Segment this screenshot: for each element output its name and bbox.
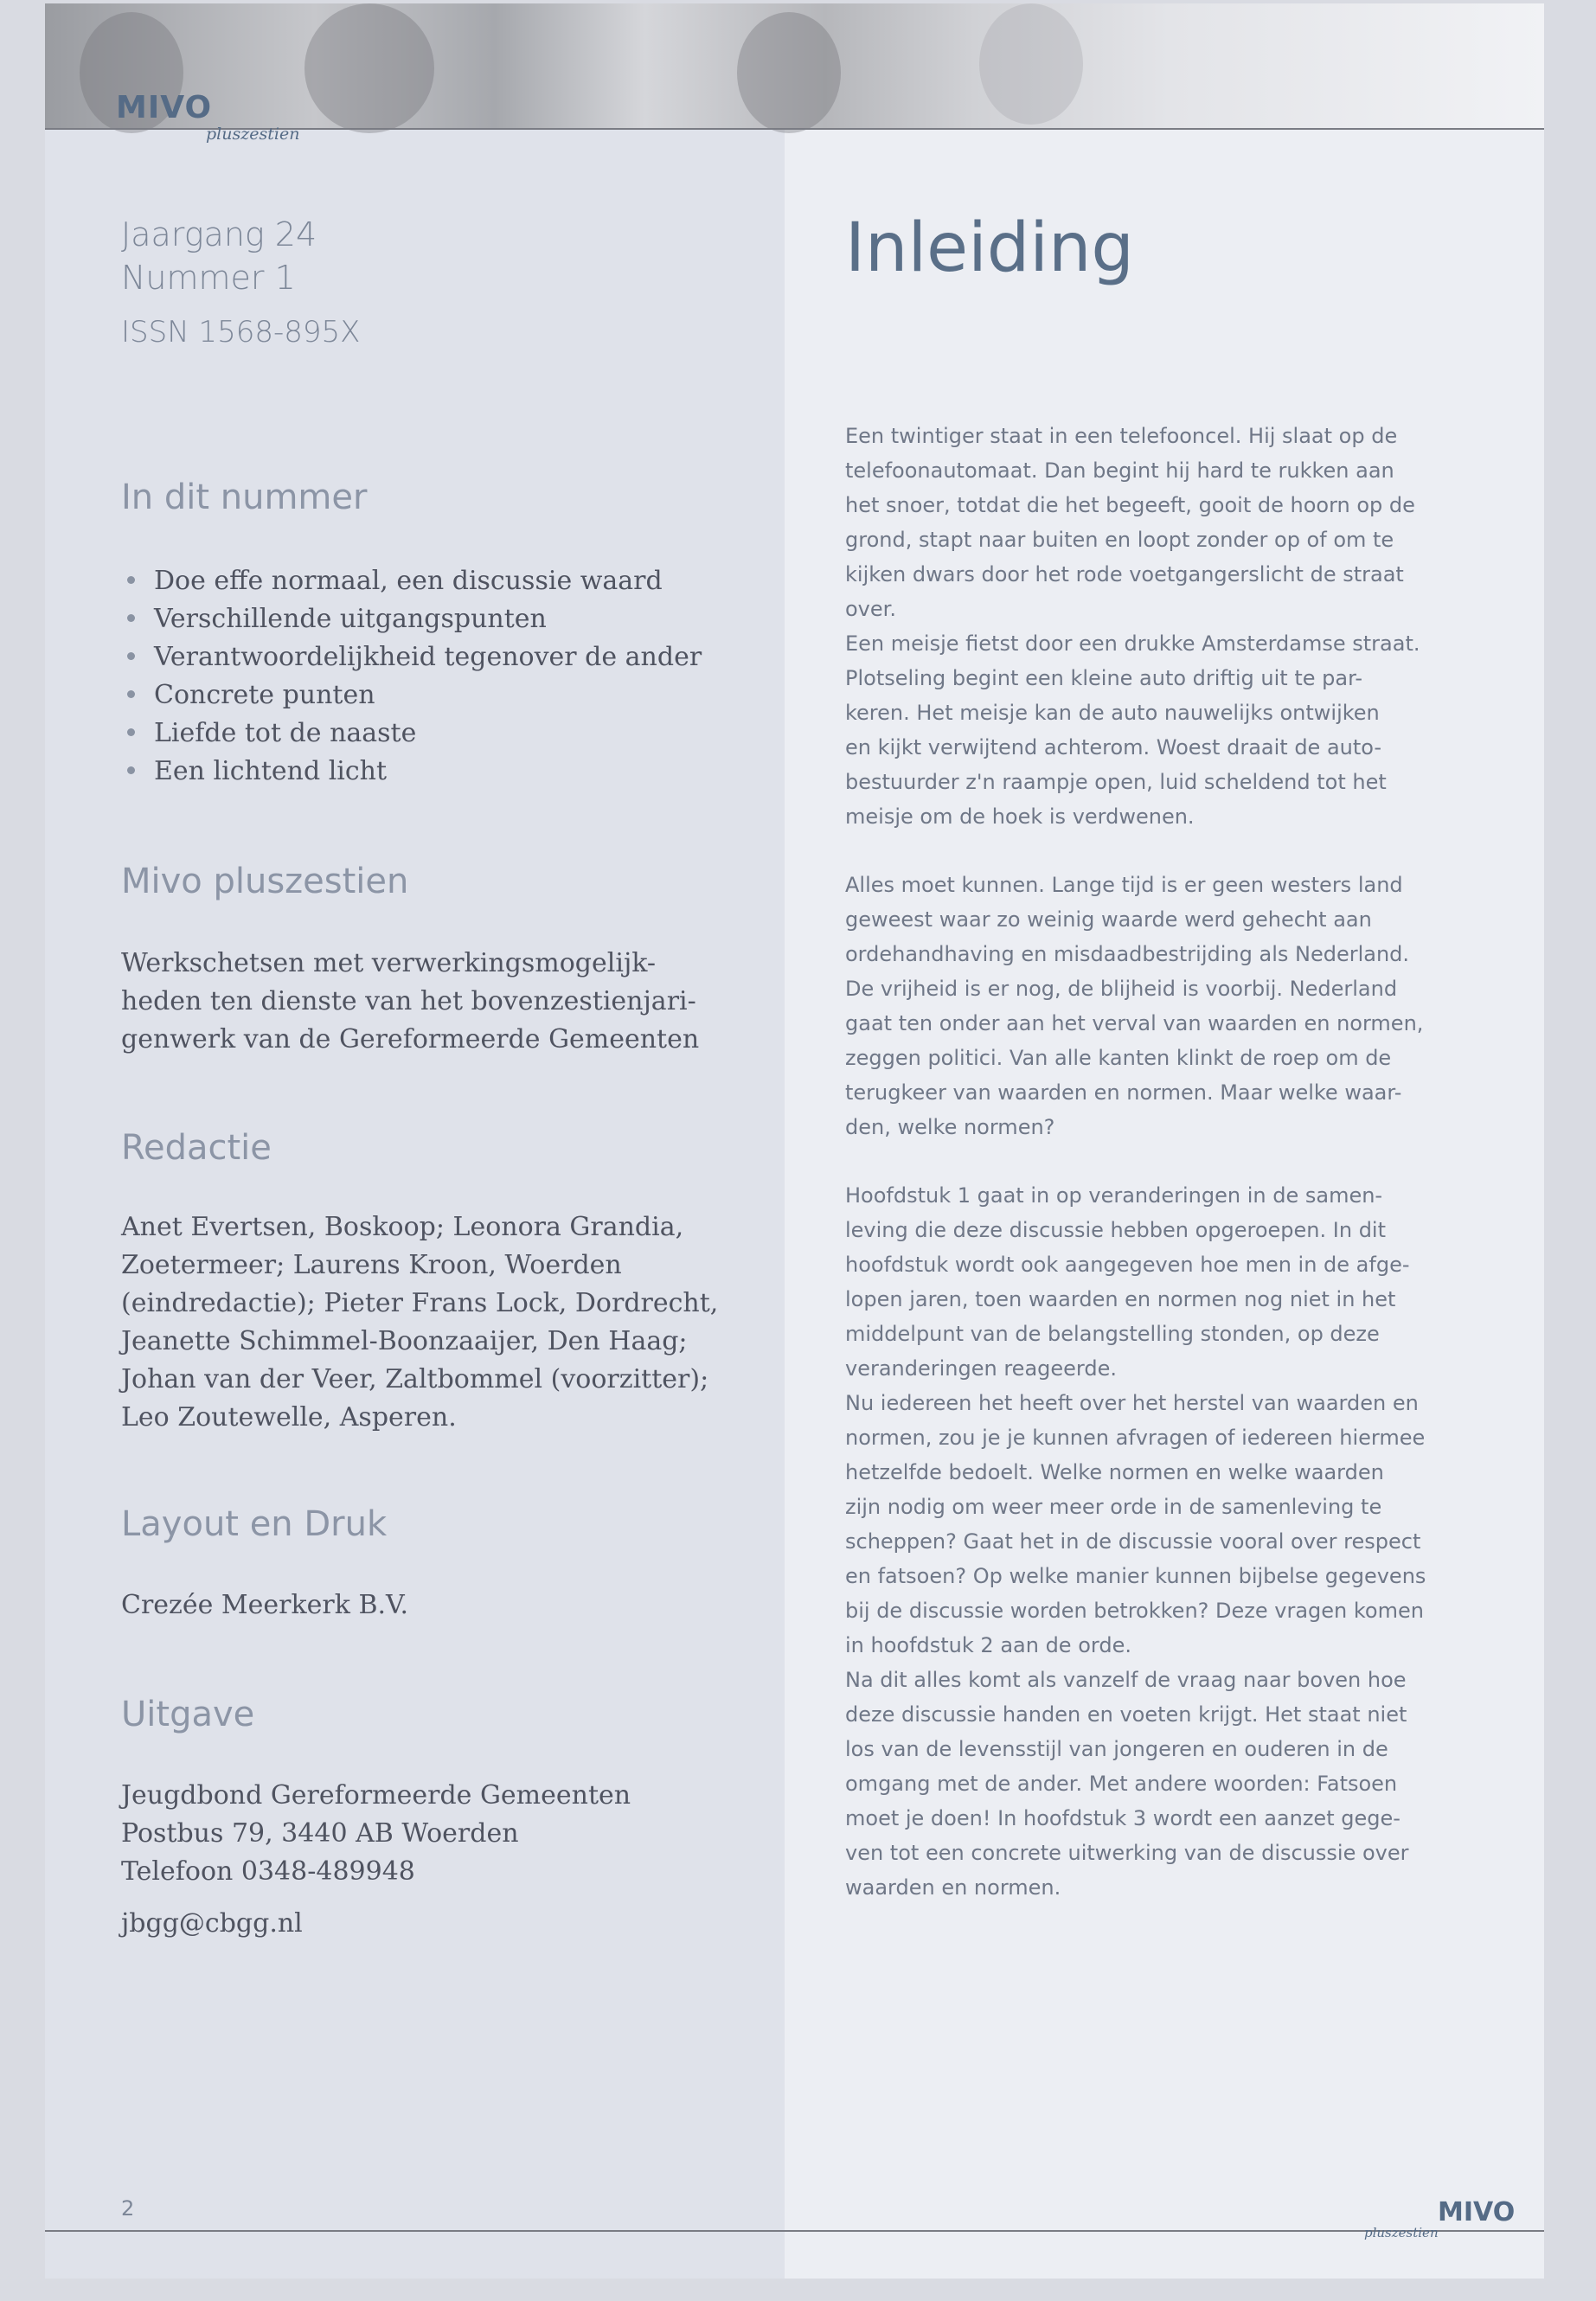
- bullet-icon: [127, 652, 135, 660]
- list-item: Liefde tot de naaste: [127, 715, 702, 753]
- article-paragraph: Hoofdstuk 1 gaat in op veranderingen in de samen- leving die deze discussie hebben opgeroepen. In dit hoofdstuk wordt ook aangegeven hoe men in de afge- lopen jaren, toen waarden en normen nog niet in het middelpunt van de belangstelling stonden, op deze veranderingen reageerde. Nu iedereen het heeft over het herstel van waarden en normen, zou je je kunnen afvragen of iedereen hiermee hetzelfde bedoelt. Welke normen en welke waarden zijn nodig om weer meer orde in de samenleving te scheppen? Gaat het in de discussie vooral over respect en fatsoen? Op welke manier kunnen bijbelse gegevens bij de discussie worden betrokken? Deze vragen komen in hoofdstuk 2 aan de orde. Na dit alles komt als vanzelf de vraag naar boven hoe deze discussie handen en voeten krijgt. Het staat niet los van de levensstijl van jongeren en ouderen in de omgang met de ander. Met andere woorden: Fatsoen moet je doen! In hoofdstuk 3 wordt een aanzet gege- ven tot een concrete uitwerking van de discussie over waarden en normen.: [845, 1183, 1426, 1900]
- mivo-logo-footer: MIVO: [1438, 2197, 1516, 2227]
- uitgave-text: Jeugdbond Gereformeerde Gemeenten Postbus 79, 3440 AB Woerden Telefoon 0348-489948: [121, 1780, 631, 1887]
- mivo-logo-sub: pluszestien: [206, 125, 300, 144]
- article-paragraph: Een twintiger staat in een telefooncel. Hij slaat op de telefoonautomaat. Dan begint hij hard te rukken aan het snoer, totdat die het begeeft, gooit de hoorn op de grond, stapt naar buiten en loopt zonder op of om te kijken dwars door het rode voetgangerslicht de straat over. Een meisje fietst door een drukke Amsterdamse straat. Plotseling begint een kleine auto driftig uit te par- keren. Het meisje kan de auto nauwelijks ontwijken en kijkt verwijtend achterom. Woest draait de auto- bestuurder z'n raampje open, luid scheldend tot het meisje om de hoek is verdwenen.: [845, 424, 1420, 829]
- issn: ISSN 1568-895X: [121, 315, 361, 349]
- bullet-icon: [127, 728, 135, 736]
- page-number: 2: [121, 2196, 135, 2221]
- bullet-icon: [127, 766, 135, 774]
- list-item: Doe effe normaal, een discussie waard: [127, 562, 702, 600]
- article-paragraph: Alles moet kunnen. Lange tijd is er geen westers land geweest waar zo weinig waarde werd gehecht aan ordehandhaving en misdaadbestrijding als Nederland. De vrijheid is er nog, de blijheid is voorbij. Nederland gaat ten onder aan het verval van waarden en normen, zeggen politici. Van alle kanten klinkt de roep om de terugkeer van waarden en normen. Maar welke waar- den, welke normen?: [845, 873, 1424, 1139]
- mivo-logo: MIVO: [116, 90, 213, 125]
- page-title: Inleiding: [845, 209, 1134, 287]
- magazine-page: [45, 3, 1544, 2279]
- list-item: Een lichtend licht: [127, 753, 702, 791]
- contents-list: [127, 562, 702, 791]
- email-link[interactable]: jbgg@cbgg.nl: [121, 1908, 303, 1939]
- jaargang: Jaargang 24: [121, 215, 317, 253]
- redactie-text: Anet Evertsen, Boskoop; Leonora Grandia, Zoetermeer; Laurens Kroon, Woerden (eindredactie); Pieter Frans Lock, Dordrecht, Jeanette Schimmel-Boonzaaijer, Den Haag; Johan van der Veer, Zaltbommel (voorzitter); Leo Zoutewelle, Asperen.: [121, 1212, 719, 1433]
- list-item: Concrete punten: [127, 676, 702, 715]
- section-heading-uitgave: Uitgave: [121, 1695, 255, 1734]
- section-heading-redactie: Redactie: [121, 1128, 272, 1168]
- bullet-icon: [127, 576, 135, 584]
- photo-face: [737, 12, 841, 133]
- bullet-icon: [127, 690, 135, 698]
- section-heading-layout: Layout en Druk: [121, 1504, 388, 1544]
- footer-rule: [45, 2230, 1544, 2232]
- nummer: Nummer 1: [121, 259, 296, 297]
- section-heading-in-dit-nummer: In dit nummer: [121, 478, 368, 517]
- section-heading-mivo: Mivo pluszestien: [121, 862, 409, 901]
- mivo-logo-footer-sub: pluszestien: [1364, 2225, 1439, 2240]
- bullet-icon: [127, 614, 135, 622]
- mivo-description: Werkschetsen met verwerkingsmogelijk- heden ten dienste van het bovenzestienjari- genwerk van de Gereformeerde Gemeenten: [121, 948, 700, 1054]
- photo-face: [979, 3, 1083, 125]
- layout-text: Crezée Meerkerk B.V.: [121, 1590, 408, 1620]
- header-photo-strip: [45, 3, 1544, 128]
- list-item: Verschillende uitgangspunten: [127, 600, 702, 638]
- list-item: Verantwoordelijkheid tegenover de ander: [127, 638, 702, 676]
- photo-face: [304, 3, 434, 133]
